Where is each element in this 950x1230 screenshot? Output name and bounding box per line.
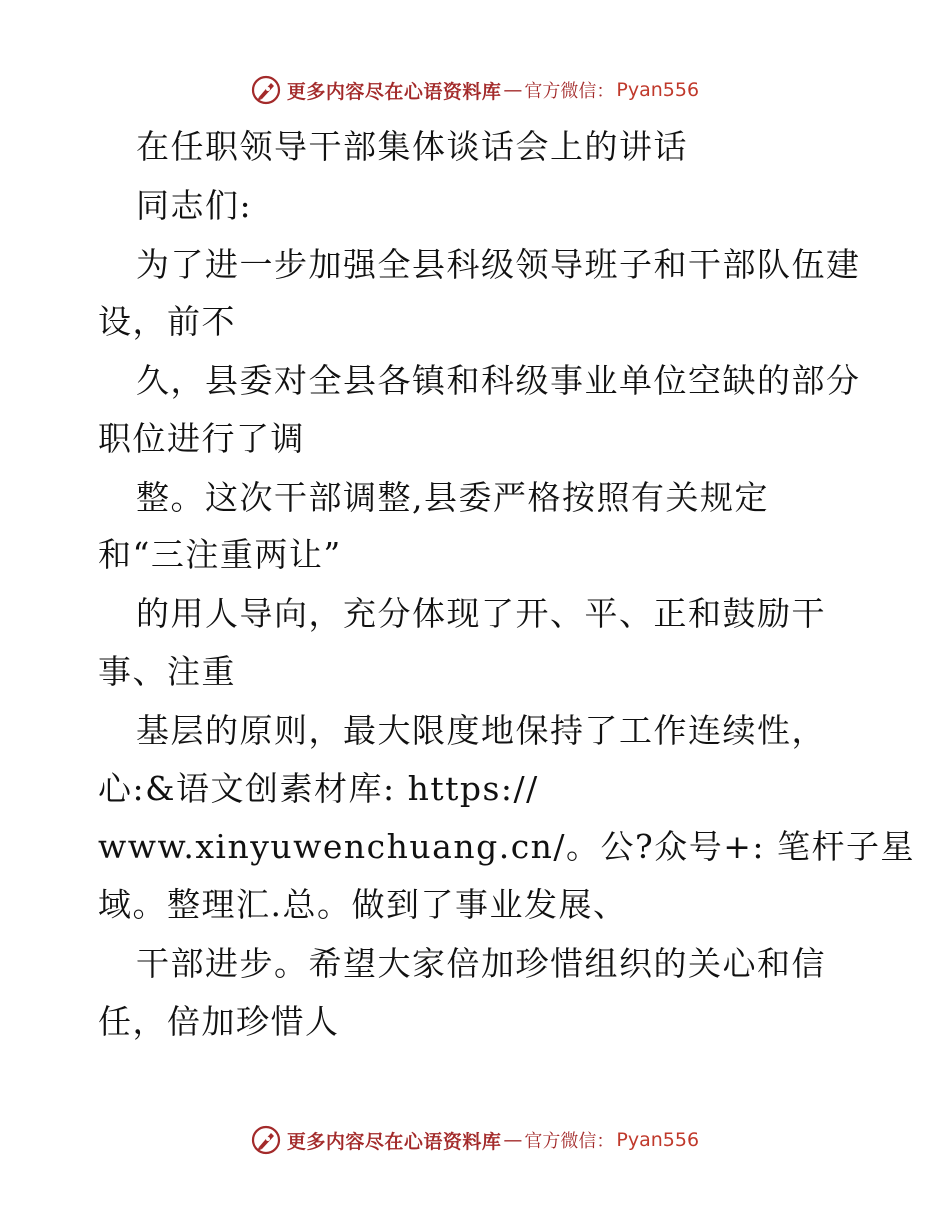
banner-separator: —	[503, 1129, 523, 1151]
banner-main-text: 更多内容尽在心语资料库	[286, 1130, 502, 1153]
salutation: 同志们:	[136, 186, 253, 225]
paragraph-line: 事、注重	[98, 652, 236, 691]
paragraph-line: 心:&语文创素材库: https://	[98, 769, 539, 808]
paragraph-line: 基层的原则，最大限度地保持了工作连续性，	[136, 711, 826, 750]
banner-wechat-id: Pyan556	[616, 1129, 700, 1151]
paragraph-line: 和“三注重两让”	[98, 535, 342, 574]
document-title: 在任职领导干部集体谈话会上的讲话	[136, 127, 688, 166]
paragraph-line: 为了进一步加强全县科级领导班子和干部队伍建	[136, 245, 861, 284]
paragraph-line: 设，前不	[98, 302, 236, 341]
pen-logo-icon	[251, 1125, 281, 1155]
banner-wechat-id: Pyan556	[616, 79, 700, 101]
paragraph-line: 职位进行了调	[98, 419, 305, 458]
paragraph-line: 任，倍加珍惜人	[98, 1002, 340, 1041]
paragraph-line: 的用人导向，充分体现了开、平、正和鼓励干	[136, 594, 826, 633]
paragraph-line: 久，县委对全县各镇和科级事业单位空缺的部分	[136, 361, 861, 400]
banner-separator: —	[503, 79, 523, 101]
banner-wechat-label: 官方微信：	[524, 1131, 615, 1152]
paragraph-line: 干部进步。希望大家倍加珍惜组织的关心和信	[136, 944, 826, 983]
footer-banner	[0, 1120, 950, 1160]
paragraph-line: 域。整理汇.总。做到了事业发展、	[98, 885, 628, 924]
paragraph-line: 整。这次干部调整,县委严格按照有关规定	[136, 478, 769, 517]
banner-main-text: 更多内容尽在心语资料库	[286, 80, 502, 103]
banner-wechat-label: 官方微信：	[524, 81, 615, 102]
paragraph-line: www.xinyuwenchuang.cn/。公?众号+: 笔杆子星	[98, 827, 915, 866]
